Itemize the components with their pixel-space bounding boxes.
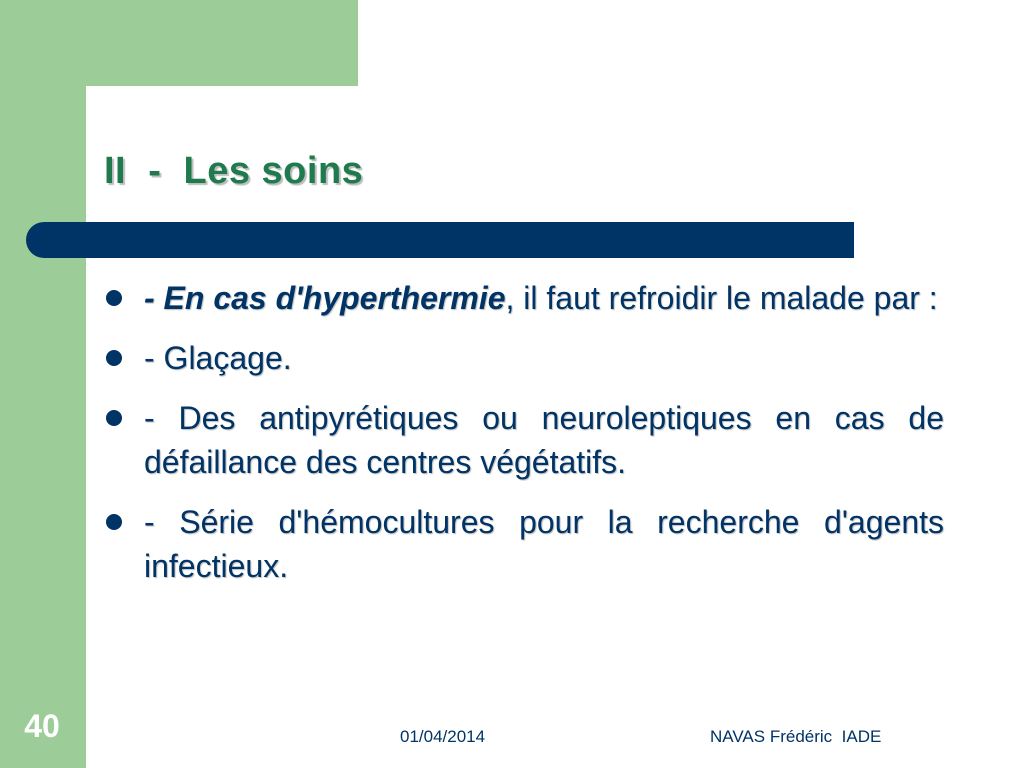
bullet-list (104, 276, 944, 604)
bullet-dot-icon (106, 290, 122, 306)
bullet-dot-icon (106, 350, 122, 366)
rounded-corner (86, 86, 146, 146)
bullet-dot-icon (106, 514, 122, 530)
bullet-item (104, 336, 944, 380)
slide-number: 40 (24, 708, 60, 744)
slide-title: II - Les soins (104, 150, 364, 192)
bullet-text: - Des antipyrétiques ou neuroleptiques en cas de défaillance des centres végétatifs. (144, 400, 944, 480)
bullet-item (104, 396, 944, 484)
bullet-text: , il faut refroidir le malade par : (505, 280, 938, 316)
bullet-dot-icon (106, 410, 122, 426)
bullet-text: - Glaçage. (144, 340, 292, 376)
bullet-item (104, 276, 944, 320)
bullet-item (104, 500, 944, 588)
green-top-band (0, 0, 358, 86)
footer-date: 01/04/2014 (400, 727, 486, 746)
footer-author: NAVAS Frédéric IADE (710, 727, 882, 746)
green-side-band (0, 0, 86, 768)
bullet-text: - Série d'hémocultures pour la recherche d'agents infectieux. (144, 504, 944, 584)
bullet-lead: - En cas d'hyperthermie (144, 280, 506, 316)
title-underline-bar (26, 222, 854, 258)
